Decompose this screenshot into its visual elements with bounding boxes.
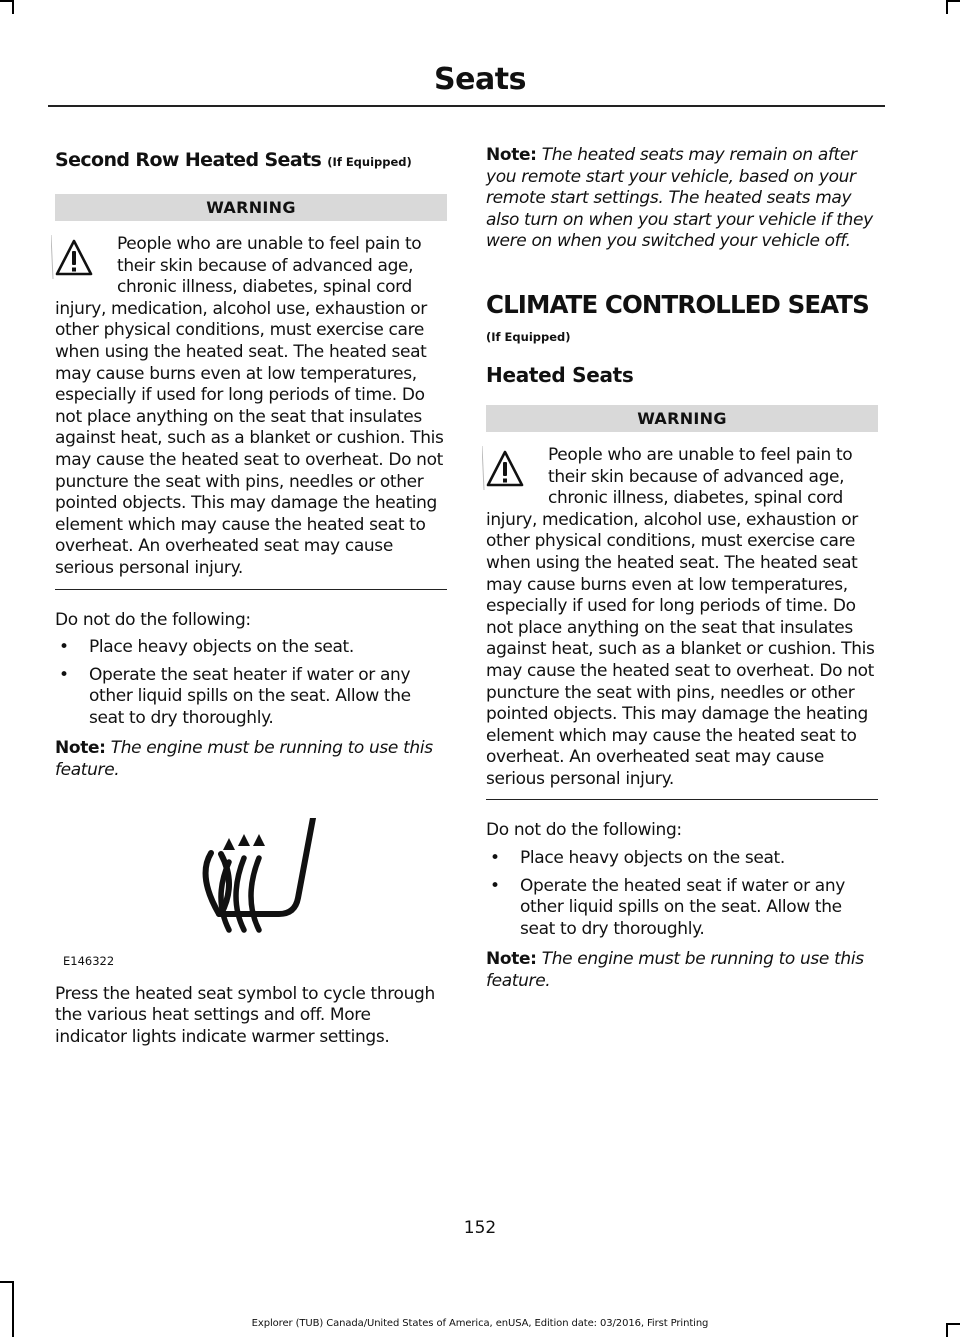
- note-label: Note:: [55, 738, 106, 759]
- bullet-glyph: •: [490, 875, 500, 896]
- bullet-glyph: •: [59, 637, 69, 658]
- section-tag: (If Equipped): [327, 155, 412, 169]
- page-number: 152: [463, 1218, 497, 1238]
- crop-mark: [946, 0, 948, 14]
- section-tag: (If Equipped): [486, 329, 571, 344]
- warning-divider: [486, 790, 878, 800]
- note: [55, 738, 447, 781]
- note: [486, 145, 878, 253]
- note-label: Note:: [486, 949, 537, 970]
- note: [486, 949, 878, 992]
- note-text: The engine must be running to use this feature.: [486, 949, 864, 992]
- warning-triangle-icon: [51, 234, 109, 280]
- intro-text: Do not do the following:: [486, 820, 682, 841]
- subsection-heading: Heated Seats: [486, 362, 634, 387]
- warning-box: [486, 445, 878, 791]
- list-item: [486, 876, 878, 941]
- warning-text: People who are unable to feel pain to their skin because of advanced age, chronic illness, diabetes, spinal cord injury, medication, alcohol use, exhaustion or other physical conditions, must exercise care when using the heated seat. The heated seat may cause burns even at low temperatures, especially if used for long periods of time. Do not place anything on the seat that insulates against heat, such as a blanket or cushion. This may cause the heated seat to overheat. Do not puncture the seat with pins, needles or other pointed objects. This may damage the heating element which may cause the heated seat to overheat. An overheated seat may cause serious personal injury.: [55, 234, 444, 578]
- note-label: Note:: [486, 145, 537, 165]
- list-item: [486, 848, 878, 870]
- warning-label: WARNING: [55, 194, 447, 221]
- bullet-glyph: •: [490, 848, 500, 869]
- list-item-text: Operate the heated seat if water or any other liquid spills on the seat. Allow the seat to dry thoroughly.: [520, 875, 845, 939]
- bullet-glyph: •: [59, 664, 69, 685]
- warning-text: People who are unable to feel pain to their skin because of advanced age, chronic illness, diabetes, spinal cord injury, medication, alcohol use, exhaustion or other physical conditions, must exercise care when using the heated seat. The heated seat may cause burns even at low temperatures, especially if used for long periods of time. Do not place anything on the seat that insulates against heat, such as a blanket or cushion. This may cause the heated seat to overheat. Do not puncture the seat with pins, needles or other pointed objects. This may damage the heating element which may cause the heated seat to overheat. An overheated seat may cause serious personal injury.: [486, 444, 875, 789]
- heated-seat-figure: [55, 818, 447, 968]
- list-item-text: Place heavy objects on the seat.: [89, 637, 354, 658]
- instruction-text: Press the heated seat symbol to cycle through the various heat settings and off. More indicator lights indicate warmer settings.: [55, 983, 435, 1047]
- section-title-text: Second Row Heated Seats: [55, 149, 322, 171]
- left-column: [55, 145, 447, 1048]
- section-heading: CLIMATE CONTROLLED SEATS: [486, 289, 869, 319]
- figure-code: E146322: [63, 953, 115, 968]
- intro-text: Do not do the following:: [55, 609, 251, 630]
- crop-mark: [946, 0, 960, 2]
- header-divider: [48, 105, 885, 107]
- warning-label: WARNING: [486, 405, 878, 432]
- note-text: The engine must be running to use this feature.: [55, 738, 433, 781]
- crop-mark: [12, 0, 14, 14]
- warning-divider: [55, 580, 447, 590]
- list-item-text: Place heavy objects on the seat.: [520, 848, 785, 869]
- page-title: Seats: [434, 62, 526, 97]
- warning-box: [55, 234, 447, 580]
- heated-seat-icon: [55, 818, 447, 948]
- note-text: The heated seats may remain on after you remote start your vehicle, based on your remote start settings. The heated seats may also turn on when you start your vehicle if they were on when you switched your vehicle off.: [486, 145, 873, 252]
- section-title: [55, 145, 447, 177]
- list-item-text: Operate the seat heater if water or any other liquid spills on the seat. Allow the seat to dry thoroughly.: [89, 664, 411, 728]
- list-item: [55, 637, 447, 659]
- right-column: [486, 145, 878, 993]
- footer-text: Explorer (TUB) Canada/United States of America, enUSA, Edition date: 03/2016, First Printing: [251, 1318, 709, 1329]
- list-item: [55, 665, 447, 730]
- warning-triangle-icon: [482, 445, 540, 491]
